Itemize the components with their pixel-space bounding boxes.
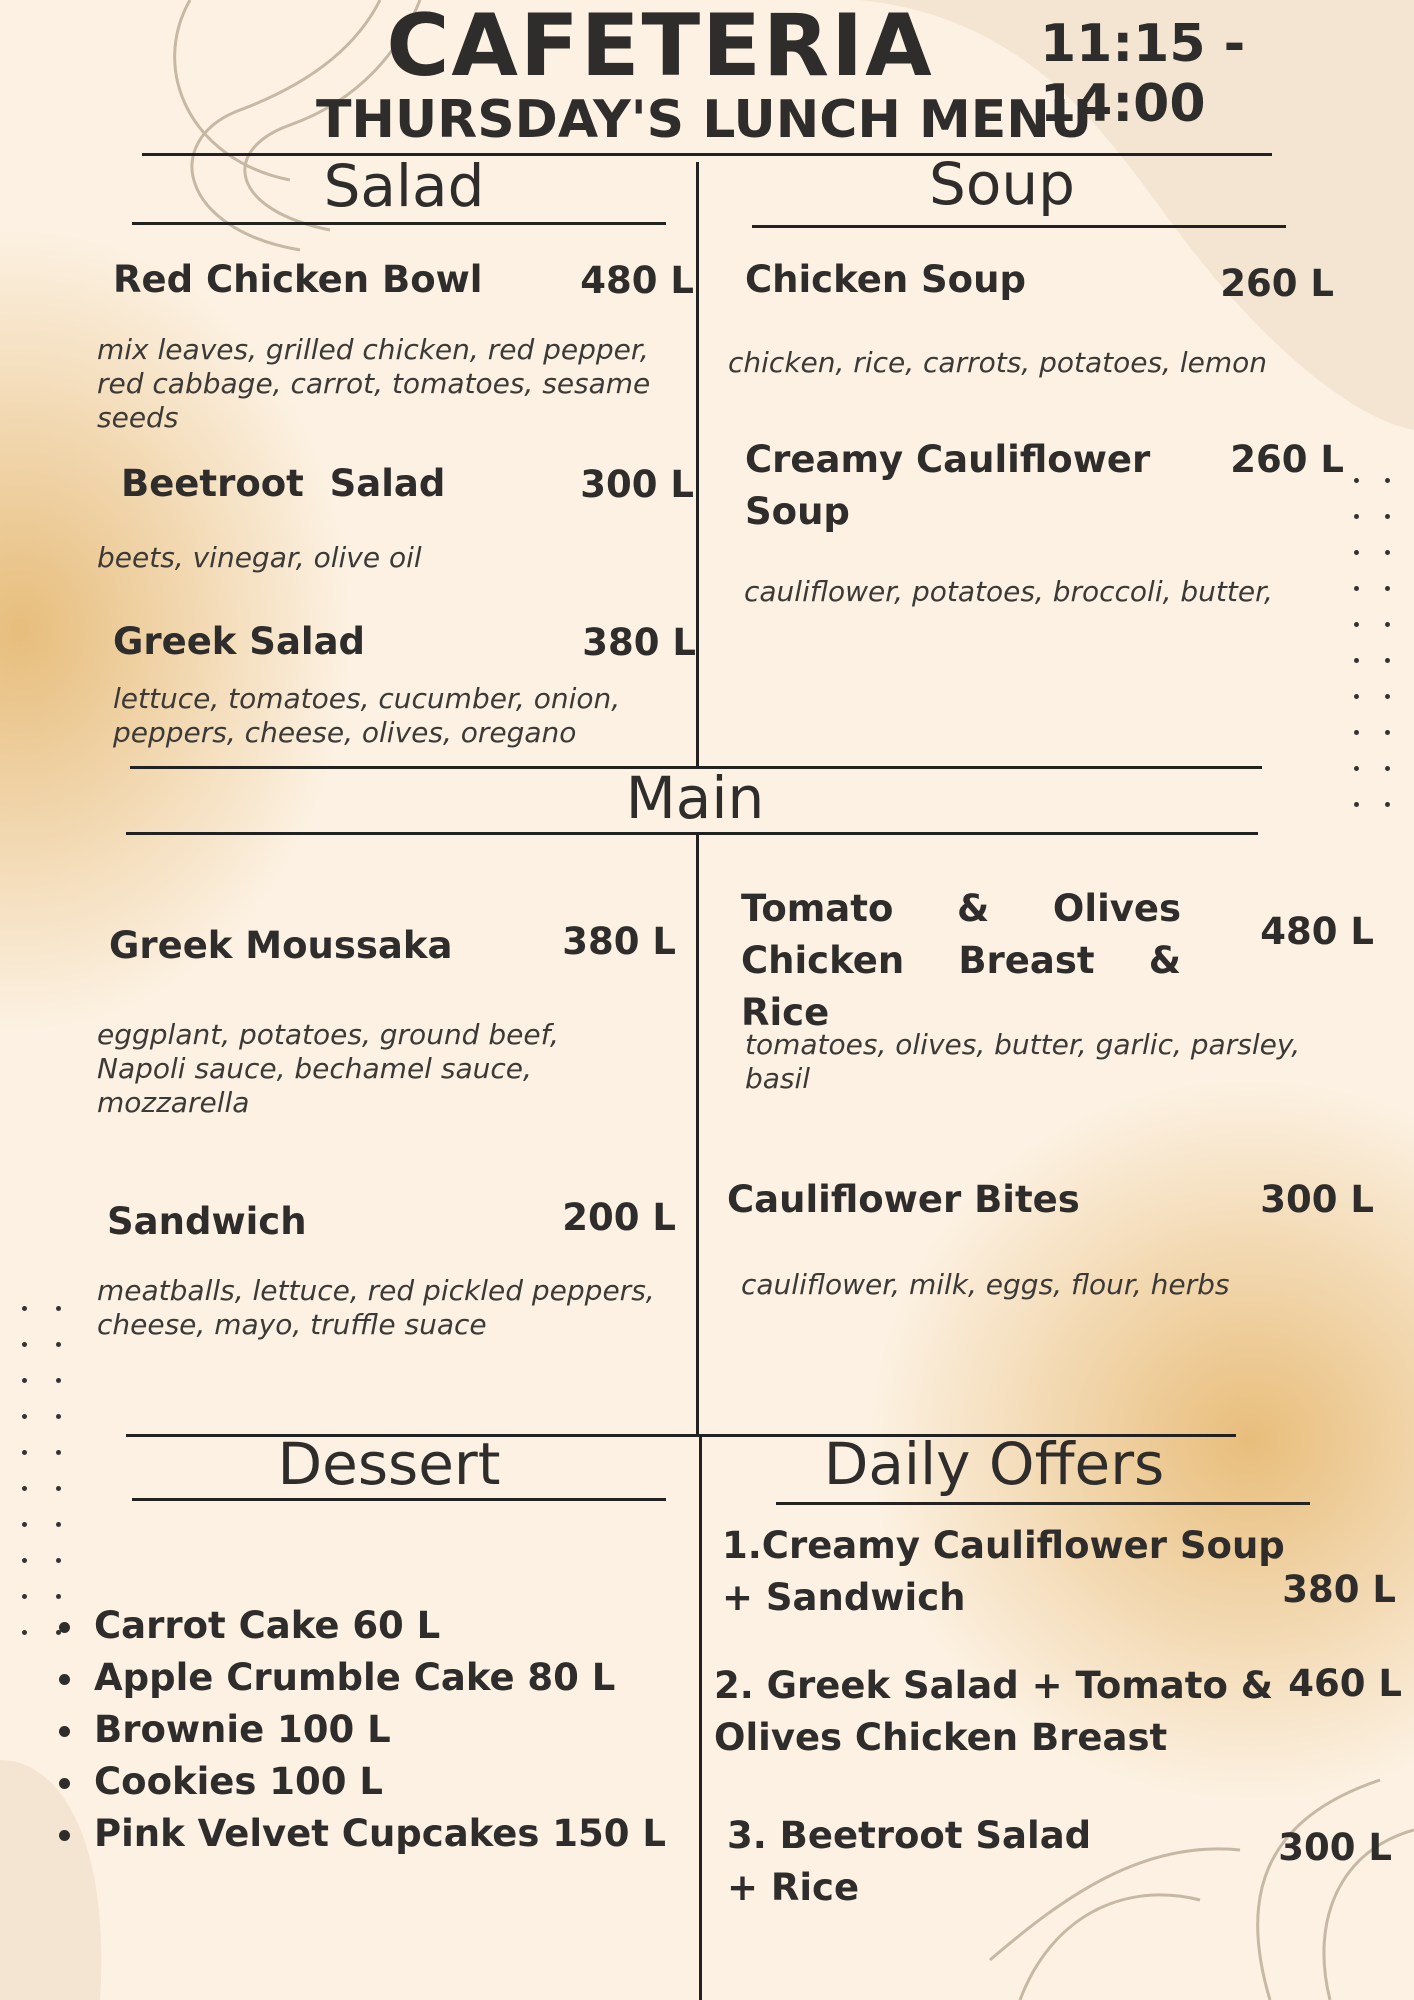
decorative-dot bbox=[1354, 730, 1359, 735]
salad-item-description: lettuce, tomatoes, cucumber, onion, peppers, cheese, olives, oregano bbox=[113, 682, 621, 749]
decorative-dot bbox=[1354, 586, 1359, 591]
column-divider-top bbox=[696, 162, 699, 766]
soup-item-name: Creamy Cauliflower Soup bbox=[745, 438, 1151, 533]
decorative-dot bbox=[1354, 802, 1359, 807]
soup-item-price: 260 L bbox=[1230, 438, 1344, 481]
salad-item-name: Greek Salad bbox=[113, 620, 366, 663]
decorative-dot bbox=[56, 1522, 61, 1527]
salad-item-price: 480 L bbox=[580, 259, 694, 302]
decorative-dot bbox=[1385, 766, 1390, 771]
main-heading: Main bbox=[625, 764, 765, 832]
main-item-description: meatballs, lettuce, red pickled peppers, cheese, mayo, truffle suace bbox=[97, 1274, 655, 1341]
dessert-item: • Pink Velvet Cupcakes 150 L bbox=[88, 1808, 688, 1860]
decorative-dot bbox=[1385, 550, 1390, 555]
decorative-dot bbox=[1385, 694, 1390, 699]
decorative-dot bbox=[1354, 766, 1359, 771]
decorative-dot bbox=[1385, 478, 1390, 483]
soup-item-description: cauliflower, potatoes, broccoli, butter, bbox=[744, 575, 1273, 608]
decorative-dot bbox=[1385, 802, 1390, 807]
salad-item-name: Red Chicken Bowl bbox=[113, 258, 483, 301]
decorative-dot bbox=[1385, 514, 1390, 519]
decorative-dot bbox=[1354, 694, 1359, 699]
salad-heading: Salad bbox=[323, 152, 485, 220]
decorative-dot bbox=[1354, 550, 1359, 555]
opening-hours: 11:15 - 14:00 bbox=[1040, 14, 1246, 134]
soup-heading: Soup bbox=[929, 150, 1075, 218]
salad-item-price: 380 L bbox=[582, 621, 696, 664]
salad-item-description: mix leaves, grilled chicken, red pepper, red cabbage, carrot, tomatoes, sesame seeds bbox=[97, 333, 651, 434]
decorative-dot bbox=[22, 1414, 27, 1419]
decorative-dot bbox=[1385, 622, 1390, 627]
decorative-dot bbox=[1385, 658, 1390, 663]
soup-item-name: Chicken Soup bbox=[745, 258, 1026, 301]
main-divider-bottom bbox=[126, 832, 1258, 835]
dessert-list bbox=[48, 1600, 688, 1860]
decorative-dot bbox=[22, 1450, 27, 1455]
main-item-description: cauliflower, milk, eggs, flour, herbs bbox=[741, 1268, 1230, 1301]
salad-heading-underline bbox=[132, 222, 666, 225]
decorative-dot bbox=[56, 1414, 61, 1419]
offer-item-name: 2. Greek Salad + Tomato & Olives Chicken Breast bbox=[714, 1664, 1274, 1759]
decorative-dot bbox=[22, 1342, 27, 1347]
decorative-dot bbox=[56, 1486, 61, 1491]
dessert-item: • Carrot Cake 60 L bbox=[88, 1600, 688, 1652]
dessert-heading: Dessert bbox=[277, 1430, 501, 1498]
column-divider-bottom bbox=[699, 1434, 702, 2000]
decorative-dot bbox=[22, 1486, 27, 1491]
decorative-dot bbox=[1354, 514, 1359, 519]
decorative-dot bbox=[22, 1630, 27, 1635]
offer-item-price: 300 L bbox=[1278, 1826, 1392, 1869]
salad-item-description: beets, vinegar, olive oil bbox=[97, 541, 422, 574]
decorative-dot bbox=[22, 1522, 27, 1527]
decorative-dot bbox=[56, 1342, 61, 1347]
main-item-price: 300 L bbox=[1260, 1178, 1374, 1221]
decorative-dot bbox=[1354, 478, 1359, 483]
main-item-price: 200 L bbox=[562, 1196, 676, 1239]
soup-heading-underline bbox=[752, 225, 1286, 228]
decorative-dot bbox=[22, 1378, 27, 1383]
dessert-heading-underline bbox=[132, 1498, 666, 1501]
dessert-item: • Cookies 100 L bbox=[88, 1756, 688, 1808]
column-divider-middle bbox=[696, 834, 699, 1434]
soup-item-description: chicken, rice, carrots, potatoes, lemon bbox=[728, 346, 1268, 379]
main-item-price: 480 L bbox=[1260, 910, 1374, 953]
decorative-dot bbox=[56, 1558, 61, 1563]
decorative-dot bbox=[56, 1306, 61, 1311]
decorative-dot bbox=[1354, 658, 1359, 663]
decorative-dot bbox=[56, 1450, 61, 1455]
main-item-name: Cauliflower Bites bbox=[727, 1178, 1080, 1221]
page-title: CAFETERIA bbox=[386, 0, 934, 96]
offer-item-name: 1.Creamy Cauliflower Soup + Sandwich bbox=[722, 1524, 1285, 1619]
decorative-dot bbox=[1385, 586, 1390, 591]
decorative-dot bbox=[56, 1594, 61, 1599]
main-item-name: Tomato & Olives Chicken Breast & Rice bbox=[741, 887, 1181, 1034]
main-item-description: eggplant, potatoes, ground beef, Napoli sauce, bechamel sauce, mozzarella bbox=[97, 1018, 559, 1119]
main-item-price: 380 L bbox=[562, 920, 676, 963]
main-item-name: Sandwich bbox=[107, 1200, 307, 1243]
offer-item-name: 3. Beetroot Salad + Rice bbox=[727, 1814, 1092, 1909]
salad-item-price: 300 L bbox=[580, 463, 694, 506]
offer-item-price: 460 L bbox=[1288, 1662, 1402, 1705]
offer-item-price: 380 L bbox=[1282, 1568, 1396, 1611]
dessert-item: • Brownie 100 L bbox=[88, 1704, 688, 1756]
decorative-dot bbox=[22, 1306, 27, 1311]
soup-item-price: 260 L bbox=[1220, 262, 1334, 305]
menu-subtitle: THURSDAY'S LUNCH MENU bbox=[315, 90, 1093, 150]
decorative-dot bbox=[22, 1558, 27, 1563]
offers-heading: Daily Offers bbox=[823, 1430, 1165, 1498]
decorative-dot bbox=[1354, 622, 1359, 627]
dessert-item: • Apple Crumble Cake 80 L bbox=[88, 1652, 688, 1704]
offers-heading-underline bbox=[776, 1502, 1310, 1505]
salad-item-name: Beetroot Salad bbox=[121, 462, 446, 505]
decorative-dot bbox=[22, 1594, 27, 1599]
decorative-dot bbox=[1385, 730, 1390, 735]
decorative-dot bbox=[56, 1378, 61, 1383]
main-item-description: tomatoes, olives, butter, garlic, parsley, basil bbox=[745, 1028, 1301, 1095]
main-item-name: Greek Moussaka bbox=[109, 924, 453, 967]
